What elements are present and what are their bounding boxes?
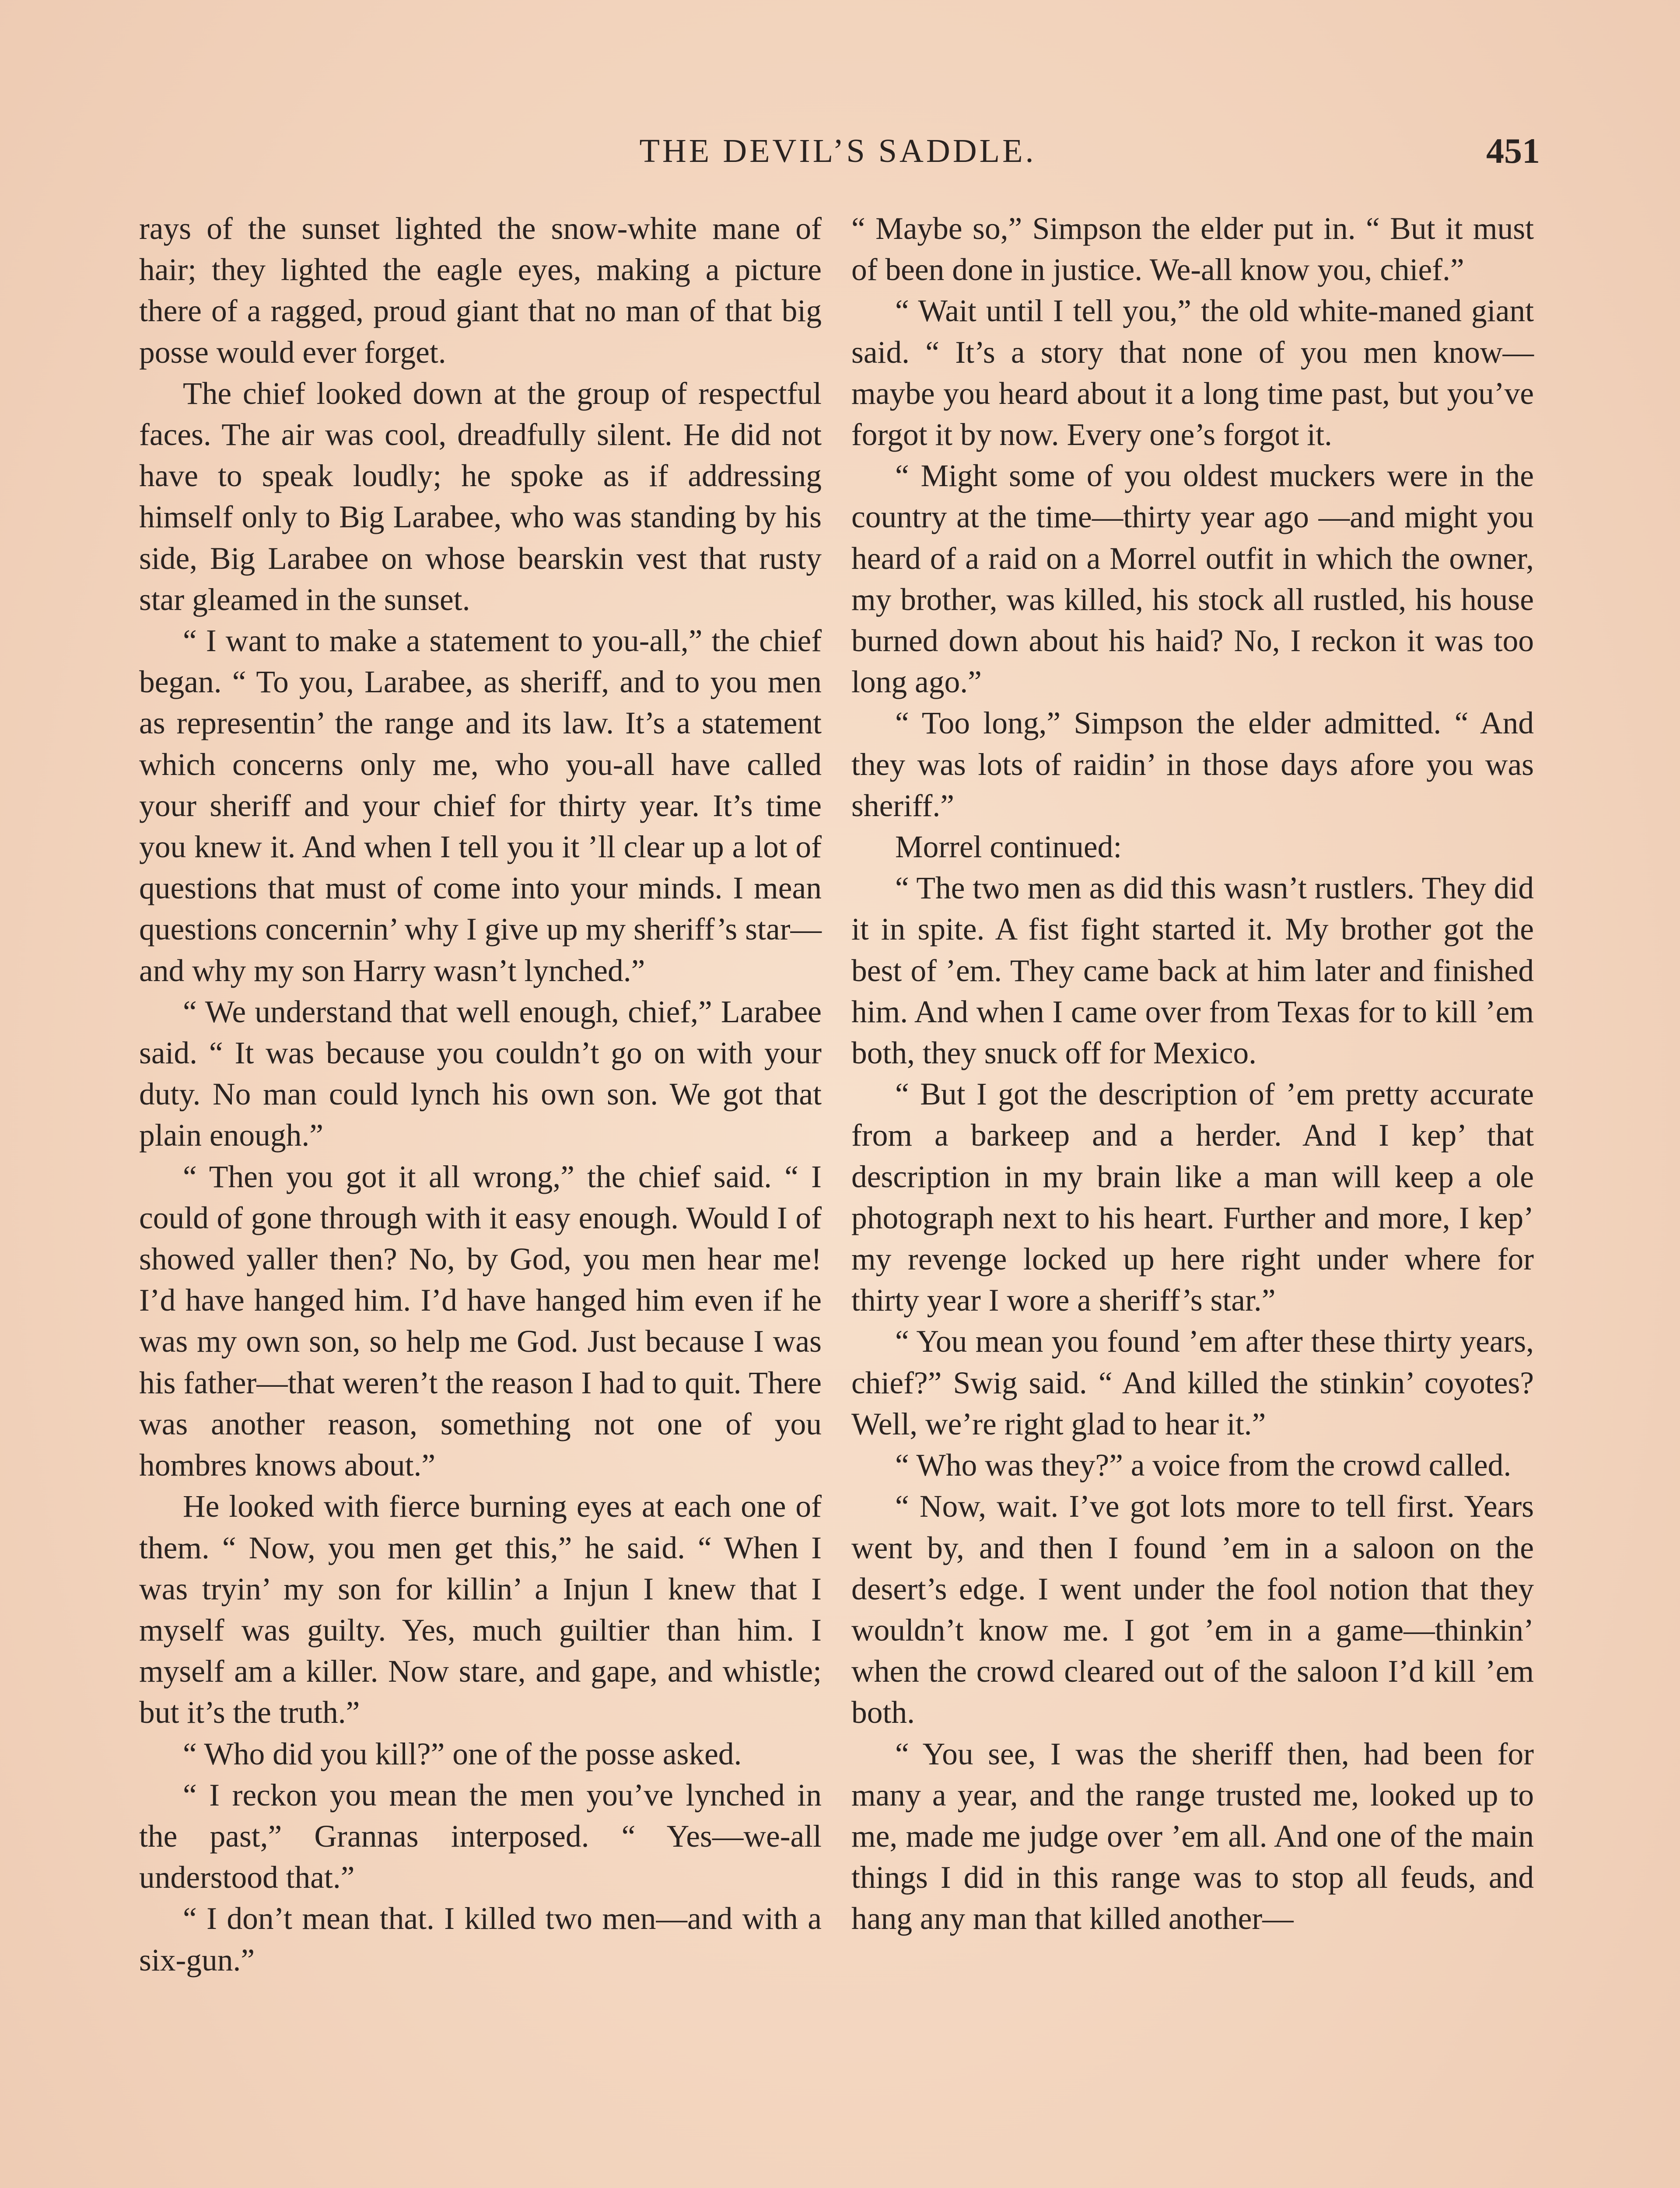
paragraph: “ But I got the description of ’em pretty accurate from a barkeep and a herder. And I kep’ that description in my brain like a man will keep a ole photograph next to his heart. Further and more, I kep’ my revenge locked up here right under where for thirty year I wore a sheriff’s star.” [851,1077,1534,1318]
paragraph: “ Might some of you oldest muckers were in the country at the time—thirty year ago —and might you heard of a raid on a Morrel outfit in which the owner, my brother, was killed, his stock all rustled, his house burned down about his haid? No, I reckon it was too long ago.” [851,459,1534,700]
page-number: 451 [1486,131,1540,171]
paragraph: “ Wait until I tell you,” the old white-maned giant said. “ It’s a story that none of you men know—maybe you heard about it a long time past, but you’ve forgot it by now. Every one’s forgot it. [851,294,1534,452]
paragraph: “ We understand that well enough, chief,” Larabee said. “ It was because you couldn’t go on with your duty. No man could lynch his own son. We got that plain enough.” [139,994,822,1153]
paragraph: “ I want to make a statement to you-all,” the chief began. “ To you, Larabee, as sheriff, and to you men as representin’ the range and its law. It’s a statement which concerns only me, who you-all have called your sheriff and your chief for thirty year. It’s time you knew it. And when I tell you it ’ll clear up a lot of questions that must of come into your minds. I mean questions concernin’ why I give up my sheriff’s star—and why my son Harry wasn’t lynched.” [139,624,822,988]
paragraph: He looked with fierce burning eyes at each one of them. “ Now, you men get this,” he said. “ When I was tryin’ my son for killin’ a Injun I knew that I myself was guilty. Yes, much guiltier than him. I myself am a killer. Now stare, and gape, and whistle; but it’s the truth.” [139,1489,822,1730]
paragraph: Morrel continued: [895,830,1122,865]
paragraph: “ Too long,” Simpson the elder admitted. “ And they was lots of raidin’ in those days afore you was sheriff.” [851,706,1534,823]
paragraph: “ I reckon you mean the men you’ve lynched in the past,” Grannas interposed. “ Yes—we-all understood that.” [139,1778,822,1895]
paragraph: “ I don’t mean that. I killed two men—and with a six-gun.” [139,1901,822,1978]
paragraph: “ You mean you found ’em after these thirty years, chief?” Swig said. “ And killed the stinkin’ coyotes? Well, we’re right glad to hear it.” [851,1324,1534,1441]
page-header [136,127,1540,175]
paragraph: The chief looked down at the group of respectful faces. The air was cool, dreadfully silent. He did not have to speak loudly; he spoke as if addressing himself only to Big Larabee, who was standing by his side, Big Larabee on whose bearskin vest that rusty star gleamed in the sunset. [139,376,822,617]
paragraph: rays of the sunset lighted the snow-white mane of hair; they lighted the eagle eyes, making a picture there of a ragged, proud giant that no man of that big posse would ever forget. [139,211,822,370]
paragraph: “ The two men as did this wasn’t rustlers. They did it in spite. A fist fight started it. My brother got the best of ’em. They came back at him later and finished him. And when I came over from Texas for to kill ’em both, they snuck off for Mexico. [851,871,1534,1071]
right-column [851,208,1534,2188]
paragraph: “ Then you got it all wrong,” the chief said. “ I could of gone through with it easy enough. Would I of showed yaller then? No, by God, you men hear me! I’d have hanged him. I’d have hanged him even if he was my own son, so help me God. Just because I was his father—that weren’t the reason I had to quit. There was another reason, something not one of you hombres knows about.” [139,1159,822,1483]
paragraph: “ You see, I was the sheriff then, had been for many a year, and the range trusted me, looked up to me, made me judge over ’em all. And one of the main things I did in this range was to stop all feuds, and hang any man that killed another— [851,1736,1534,1936]
left-column [139,208,822,2188]
paragraph: “ Maybe so,” Simpson the elder put in. “ But it must of been done in justice. We-all know you, chief.” [851,211,1534,288]
paragraph: “ Now, wait. I’ve got lots more to tell first. Years went by, and then I found ’em in a saloon on the desert’s edge. I went under the fool notion that they wouldn’t know me. I got ’em in a game—thinkin’ when the crowd cleared out of the saloon I’d kill ’em both. [851,1489,1534,1730]
paragraph: “ Who was they?” a voice from the crowd called. [895,1448,1512,1483]
paragraph: “ Who did you kill?” one of the posse asked. [183,1736,742,1771]
running-title: THE DEVIL’S SADDLE. [639,133,1036,169]
